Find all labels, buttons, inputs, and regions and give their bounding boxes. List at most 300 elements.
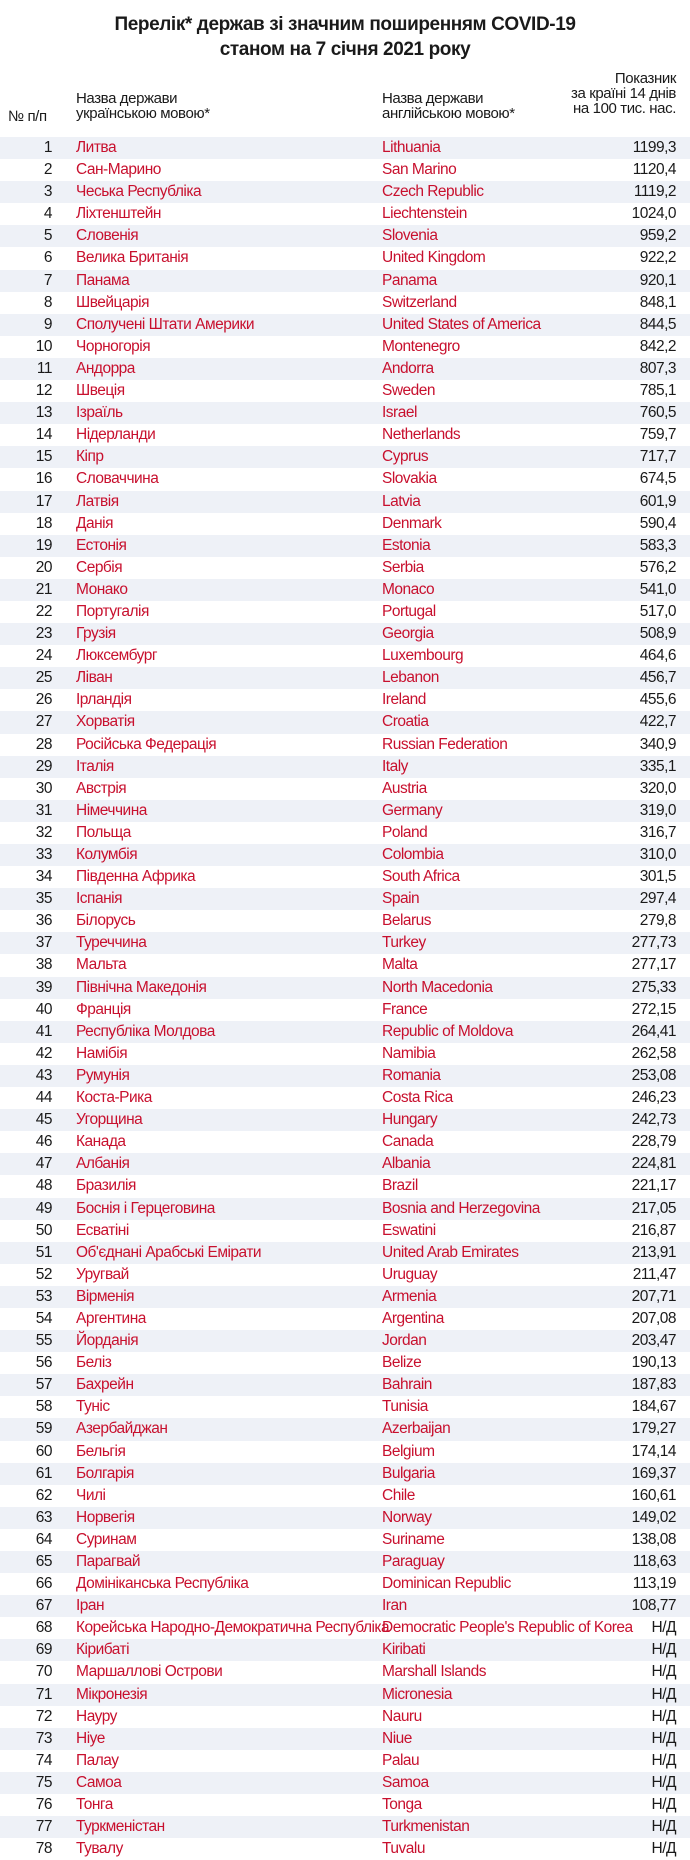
- rate-value: 920,1: [639, 271, 676, 289]
- rate-value: 1120,4: [632, 161, 676, 179]
- country-name-ukrainian: Білорусь: [76, 912, 136, 930]
- rate-value: Н/Д: [651, 1818, 676, 1836]
- country-name-ukrainian: Панама: [76, 271, 130, 289]
- row-number: 71: [35, 1685, 52, 1703]
- country-name-english: Niue: [382, 1729, 412, 1747]
- country-name-ukrainian: Монако: [76, 580, 128, 598]
- table-row: [0, 1220, 690, 1242]
- country-name-english: Belarus: [382, 912, 432, 930]
- table-row: [0, 734, 690, 756]
- table-row: [0, 1198, 690, 1220]
- rate-value: 674,5: [639, 470, 676, 488]
- table-row: [0, 270, 690, 292]
- table-row: [0, 336, 690, 358]
- table-row: [0, 1264, 690, 1286]
- country-name-ukrainian: Коста-Рика: [76, 1089, 152, 1107]
- country-name-ukrainian: Ніуе: [76, 1729, 105, 1747]
- rate-value: 113,19: [632, 1575, 676, 1593]
- rate-value: 277,73: [631, 934, 676, 952]
- row-number: 29: [35, 757, 52, 775]
- country-name-ukrainian: Південна Африка: [76, 868, 196, 886]
- country-name-ukrainian: Сан-Марино: [76, 161, 161, 179]
- table-row: [0, 1418, 690, 1440]
- rate-value: 207,71: [631, 1287, 676, 1305]
- country-name-english: Monaco: [382, 580, 435, 598]
- rate-value: 262,58: [631, 1044, 676, 1062]
- country-name-english: Russian Federation: [382, 735, 508, 753]
- country-name-ukrainian: Тувалу: [76, 1840, 123, 1858]
- rate-value: 118,63: [632, 1553, 676, 1570]
- row-number: 21: [35, 580, 52, 598]
- column-header-ukrainian-line-1: Назва держави: [76, 90, 178, 107]
- rate-value: 922,2: [639, 249, 676, 267]
- country-name-english: Italy: [382, 757, 408, 775]
- row-number: 49: [35, 1199, 52, 1217]
- rate-value: 1119,2: [633, 183, 676, 201]
- country-name-english: Ireland: [382, 691, 426, 709]
- table-row: [0, 1352, 690, 1374]
- rate-value: Н/Д: [651, 1619, 676, 1637]
- table-row: [0, 159, 690, 181]
- table-row: [0, 1374, 690, 1396]
- row-number: 52: [35, 1265, 52, 1283]
- country-name-english: United Kingdom: [382, 249, 486, 267]
- row-number: 74: [35, 1751, 52, 1769]
- country-name-ukrainian: Вірменія: [76, 1287, 135, 1305]
- rate-value: 844,5: [639, 315, 676, 333]
- country-name-english: Hungary: [382, 1111, 438, 1129]
- row-number: 32: [35, 823, 52, 841]
- country-name-english: Germany: [382, 801, 443, 819]
- column-header-english-line-1: Назва держави: [382, 90, 484, 107]
- row-number: 63: [35, 1508, 52, 1526]
- table-row: [0, 1772, 690, 1794]
- row-number: 37: [35, 934, 52, 952]
- table-row: [0, 1109, 690, 1131]
- country-name-english: Jordan: [382, 1332, 427, 1350]
- country-name-ukrainian: Чилі: [76, 1486, 106, 1504]
- row-number: 77: [35, 1818, 52, 1836]
- row-number: 1: [43, 139, 52, 156]
- country-name-english: Armenia: [382, 1287, 437, 1305]
- row-number: 69: [35, 1641, 52, 1659]
- rate-value: 517,0: [639, 602, 676, 620]
- country-name-ukrainian: Кірибаті: [76, 1641, 130, 1659]
- row-number: 47: [35, 1155, 52, 1173]
- row-number: 57: [35, 1376, 52, 1394]
- country-name-ukrainian: Албанія: [76, 1155, 130, 1173]
- rate-value: 279,8: [639, 912, 676, 930]
- table-row: [0, 292, 690, 314]
- country-name-ukrainian: Румунія: [76, 1066, 130, 1084]
- rate-value: 310,0: [639, 846, 676, 863]
- country-name-english: Czech Republic: [382, 183, 484, 201]
- rate-value: 169,37: [631, 1464, 676, 1482]
- country-name-ukrainian: Андорра: [76, 359, 135, 377]
- row-number: 44: [35, 1089, 52, 1107]
- rate-value: 211,47: [632, 1265, 676, 1283]
- row-number: 60: [35, 1442, 52, 1460]
- country-name-english: Belize: [382, 1354, 422, 1372]
- country-name-english: Iran: [382, 1597, 407, 1615]
- rate-value: 275,33: [631, 978, 676, 996]
- country-name-english: Chile: [382, 1486, 415, 1504]
- rate-value: 187,83: [631, 1376, 676, 1394]
- country-name-ukrainian: Іспанія: [76, 890, 122, 908]
- row-number: 20: [35, 558, 52, 576]
- country-name-ukrainian: Боснія і Герцеговина: [76, 1199, 215, 1217]
- table-row: [0, 1463, 690, 1485]
- table-row: [0, 446, 690, 468]
- rate-value: 246,23: [631, 1089, 676, 1107]
- country-name-ukrainian: Люксембург: [76, 647, 157, 665]
- country-name-english: United Arab Emirates: [382, 1243, 519, 1261]
- row-number: 61: [35, 1464, 52, 1482]
- row-number: 7: [43, 271, 52, 289]
- rate-value: 108,77: [631, 1597, 676, 1615]
- country-name-english: Sweden: [382, 382, 436, 400]
- table-row: [0, 1396, 690, 1418]
- row-number: 31: [35, 801, 52, 819]
- row-number: 41: [35, 1022, 52, 1040]
- country-name-ukrainian: Мікронезія: [76, 1685, 148, 1703]
- country-name-english: Namibia: [382, 1044, 436, 1062]
- row-number: 65: [35, 1553, 52, 1570]
- table-row: [0, 888, 690, 910]
- row-number: 58: [35, 1398, 52, 1416]
- country-name-ukrainian: Грузія: [76, 625, 116, 643]
- country-name-ukrainian: Мальта: [76, 956, 127, 974]
- country-name-english: Serbia: [382, 558, 424, 576]
- country-name-english: San Marino: [382, 161, 457, 179]
- rate-value: 203,47: [631, 1332, 676, 1350]
- country-name-english: Malta: [382, 956, 418, 974]
- country-name-ukrainian: Уругвай: [76, 1265, 129, 1283]
- rate-value: 216,87: [631, 1221, 676, 1239]
- row-number: 46: [35, 1133, 52, 1151]
- table-row: [0, 1065, 690, 1087]
- country-name-ukrainian: Португалія: [76, 602, 149, 620]
- column-header-number: [8, 109, 47, 124]
- country-name-english: Colombia: [382, 846, 444, 863]
- rate-value: 213,91: [631, 1243, 676, 1261]
- row-number: 51: [35, 1243, 52, 1261]
- rate-value: 464,6: [639, 647, 676, 665]
- country-name-english: Netherlands: [382, 426, 461, 444]
- row-number: 35: [35, 890, 52, 908]
- country-name-english: Samoa: [382, 1773, 429, 1791]
- country-name-ukrainian: Данія: [76, 514, 114, 532]
- table-row: [0, 1330, 690, 1352]
- table-row: [0, 667, 690, 689]
- row-number: 43: [35, 1066, 52, 1084]
- page-title-line-1: Перелік* держав зі значним поширенням COVID-19: [114, 14, 576, 35]
- country-name-english: Belgium: [382, 1442, 435, 1460]
- country-name-english: Panama: [382, 271, 437, 289]
- table-row: [0, 1639, 690, 1661]
- country-name-ukrainian: Ірландія: [76, 691, 132, 709]
- table-row: [0, 181, 690, 203]
- country-name-ukrainian: Нідерланди: [76, 426, 156, 444]
- row-number: 16: [35, 470, 52, 488]
- row-number: 18: [35, 514, 52, 532]
- country-name-english: Portugal: [382, 602, 436, 620]
- rate-value: 576,2: [639, 558, 676, 576]
- row-number: 78: [35, 1840, 52, 1858]
- row-number: 38: [35, 956, 52, 974]
- country-name-english: Kiribati: [382, 1641, 426, 1659]
- rate-value: 422,7: [639, 713, 676, 731]
- page-title-line-2: станом на 7 січня 2021 року: [219, 39, 471, 60]
- row-number: 23: [35, 625, 52, 643]
- column-header-rate-line-3: на 100 тис. нас.: [573, 100, 676, 117]
- country-name-ukrainian: Ліхтенштейн: [76, 205, 161, 223]
- country-name-english: Switzerland: [382, 293, 457, 311]
- row-number: 5: [43, 227, 52, 245]
- rate-value: 785,1: [639, 382, 676, 400]
- country-name-english: Latvia: [382, 492, 421, 510]
- country-name-ukrainian: Угорщина: [76, 1111, 143, 1129]
- country-name-english: Bulgaria: [382, 1464, 435, 1482]
- row-number: 62: [35, 1486, 52, 1504]
- table-row: [0, 1573, 690, 1595]
- rate-value: 959,2: [639, 227, 676, 245]
- country-name-ukrainian: Бахрейн: [76, 1376, 134, 1394]
- country-name-english: Estonia: [382, 536, 431, 554]
- row-number: 75: [35, 1773, 52, 1791]
- country-name-english: Paraguay: [382, 1553, 445, 1570]
- rate-value: 455,6: [639, 691, 676, 709]
- rate-value: 335,1: [639, 757, 676, 775]
- table-row: [0, 1242, 690, 1264]
- table-row: [0, 1087, 690, 1109]
- country-name-english: Canada: [382, 1133, 434, 1151]
- table-row: [0, 513, 690, 535]
- row-number: 70: [35, 1663, 52, 1681]
- country-name-ukrainian: Російська Федерація: [76, 735, 217, 753]
- rate-value: 277,17: [631, 956, 676, 974]
- rate-value: 340,9: [639, 735, 676, 753]
- table-row: [0, 247, 690, 269]
- country-name-ukrainian: Естонія: [76, 536, 127, 554]
- table-row: [0, 822, 690, 844]
- row-number: 9: [43, 315, 52, 333]
- country-name-ukrainian: Латвія: [76, 492, 119, 510]
- country-name-english: Palau: [382, 1751, 420, 1769]
- rate-value: 228,79: [631, 1133, 676, 1151]
- row-number: 33: [35, 846, 52, 863]
- row-number: 36: [35, 912, 52, 930]
- country-name-english: Azerbaijan: [382, 1420, 451, 1438]
- row-number: 39: [35, 978, 52, 996]
- rate-value: 184,67: [631, 1398, 676, 1416]
- country-name-ukrainian: Ліван: [76, 669, 113, 687]
- rate-value: Н/Д: [651, 1663, 676, 1681]
- country-name-english: Tuvalu: [382, 1840, 425, 1858]
- country-name-english: North Macedonia: [382, 978, 493, 996]
- country-name-ukrainian: Хорватія: [76, 713, 135, 731]
- country-name-english: Israel: [382, 404, 417, 422]
- table-row: [0, 778, 690, 800]
- rate-value: Н/Д: [651, 1641, 676, 1659]
- row-number: 42: [35, 1044, 52, 1062]
- row-number: 45: [35, 1111, 52, 1129]
- country-name-ukrainian: Бразилія: [76, 1177, 136, 1195]
- country-name-english: Eswatini: [382, 1221, 436, 1239]
- table-row: [0, 1529, 690, 1551]
- country-name-english: Croatia: [382, 713, 429, 731]
- table-row: [0, 1441, 690, 1463]
- country-name-ukrainian: Беліз: [76, 1354, 112, 1372]
- country-name-english: Micronesia: [382, 1685, 452, 1703]
- row-number: 28: [35, 735, 52, 753]
- country-name-english: Dominican Republic: [382, 1575, 511, 1593]
- table-row: [0, 932, 690, 954]
- row-number: 40: [35, 1000, 52, 1018]
- country-name-english: Luxembourg: [382, 647, 464, 665]
- table-row: [0, 1021, 690, 1043]
- rate-value: Н/Д: [651, 1773, 676, 1791]
- rate-value: 807,3: [639, 359, 676, 377]
- table-row: [0, 1131, 690, 1153]
- rate-value: 264,41: [631, 1022, 676, 1040]
- country-name-english: Denmark: [382, 514, 442, 532]
- country-name-english: Tonga: [382, 1796, 422, 1814]
- table-row: [0, 601, 690, 623]
- table-row: [0, 1706, 690, 1728]
- row-number: 59: [35, 1420, 52, 1438]
- rate-value: 179,27: [631, 1420, 676, 1438]
- rate-value: Н/Д: [651, 1685, 676, 1703]
- row-number: 2: [43, 161, 52, 179]
- country-name-english: Nauru: [382, 1707, 422, 1725]
- row-number: 54: [35, 1309, 52, 1327]
- rate-value: 848,1: [639, 293, 676, 311]
- rate-value: 316,7: [639, 823, 676, 841]
- rate-value: 272,15: [631, 1000, 676, 1018]
- table-row: [0, 910, 690, 932]
- rate-value: 508,9: [639, 625, 676, 643]
- rate-value: 207,08: [631, 1309, 676, 1327]
- country-name-english: South Africa: [382, 868, 460, 886]
- country-name-ukrainian: Парагвай: [76, 1553, 140, 1570]
- country-name-ukrainian: Чорногорія: [76, 337, 151, 355]
- country-name-ukrainian: Велика Британія: [76, 249, 189, 267]
- country-name-ukrainian: Північна Македонія: [76, 978, 207, 996]
- row-number: 34: [35, 868, 52, 886]
- table-row: [0, 1551, 690, 1573]
- country-name-ukrainian: Норвегія: [76, 1508, 135, 1526]
- row-number: 64: [35, 1530, 52, 1548]
- row-number: 8: [43, 293, 52, 311]
- table-row: [0, 557, 690, 579]
- country-name-english: Turkey: [382, 934, 426, 952]
- row-number: 30: [35, 779, 52, 797]
- country-name-ukrainian: Німеччина: [76, 801, 147, 819]
- row-number: 15: [35, 448, 52, 466]
- country-name-english: Argentina: [382, 1309, 444, 1327]
- table-row: [0, 535, 690, 557]
- row-number: 13: [35, 404, 52, 422]
- country-name-english: Marshall Islands: [382, 1663, 486, 1681]
- table-row: [0, 1794, 690, 1816]
- rate-value: Н/Д: [651, 1751, 676, 1769]
- row-number: 72: [35, 1707, 52, 1725]
- rate-value: 583,3: [639, 536, 676, 554]
- country-name-english: Georgia: [382, 625, 434, 643]
- row-number: 66: [35, 1575, 52, 1593]
- country-name-ukrainian: Чеська Республіка: [76, 183, 202, 201]
- rate-value: Н/Д: [651, 1729, 676, 1747]
- table-row: [0, 623, 690, 645]
- country-name-ukrainian: Литва: [76, 139, 117, 156]
- table-row: [0, 203, 690, 225]
- table-row: [0, 800, 690, 822]
- table-row: [0, 1308, 690, 1330]
- country-name-ukrainian: Італія: [76, 757, 114, 775]
- rate-value: Н/Д: [651, 1796, 676, 1814]
- column-header-number-label: № п/п: [8, 108, 47, 125]
- country-name-english: Slovenia: [382, 227, 438, 245]
- rate-value: 138,08: [631, 1530, 676, 1548]
- table-row: [0, 402, 690, 424]
- country-name-ukrainian: Есватіні: [76, 1221, 129, 1239]
- row-number: 10: [35, 337, 52, 355]
- country-name-ukrainian: Австрія: [76, 779, 127, 797]
- row-number: 11: [36, 359, 52, 377]
- row-number: 12: [35, 382, 52, 400]
- row-number: 17: [35, 492, 52, 510]
- row-number: 6: [43, 249, 52, 267]
- column-header-english-line-2: англійською мовою*: [382, 105, 515, 122]
- country-name-ukrainian: Туніс: [76, 1398, 110, 1416]
- row-number: 67: [35, 1597, 52, 1615]
- country-name-ukrainian: Польща: [76, 823, 131, 841]
- country-name-english: Norway: [382, 1508, 432, 1526]
- country-name-ukrainian: Ізраїль: [76, 404, 123, 422]
- country-name-english: Bahrain: [382, 1376, 432, 1394]
- country-name-ukrainian: Аргентина: [76, 1309, 146, 1327]
- table-row: [0, 711, 690, 733]
- table-row: [0, 225, 690, 247]
- column-header-ukrainian-name: [76, 91, 210, 121]
- country-name-ukrainian: Сербія: [76, 558, 123, 576]
- row-number: 3: [43, 183, 52, 201]
- country-name-ukrainian: Бельгія: [76, 1442, 126, 1460]
- page-title: [0, 12, 690, 62]
- country-name-english: Uruguay: [382, 1265, 438, 1283]
- table-row: [0, 999, 690, 1021]
- table-row: [0, 358, 690, 380]
- country-name-ukrainian: Азербайджан: [76, 1420, 168, 1438]
- table-row: [0, 1684, 690, 1706]
- row-number: 68: [35, 1619, 52, 1637]
- country-name-english: Albania: [382, 1155, 431, 1173]
- rate-value: 759,7: [639, 426, 676, 444]
- country-name-english: Montenegro: [382, 337, 460, 355]
- country-name-ukrainian: Сполучені Штати Америки: [76, 315, 254, 333]
- table-row: [0, 1728, 690, 1750]
- table-row: [0, 1816, 690, 1838]
- rate-value: 319,0: [639, 801, 676, 819]
- table-row: [0, 954, 690, 976]
- country-name-english: Tunisia: [382, 1398, 428, 1416]
- table-row: [0, 977, 690, 999]
- country-name-ukrainian: Науру: [76, 1707, 117, 1725]
- row-number: 27: [35, 713, 52, 731]
- row-number: 19: [35, 536, 52, 554]
- table-row: [0, 1595, 690, 1617]
